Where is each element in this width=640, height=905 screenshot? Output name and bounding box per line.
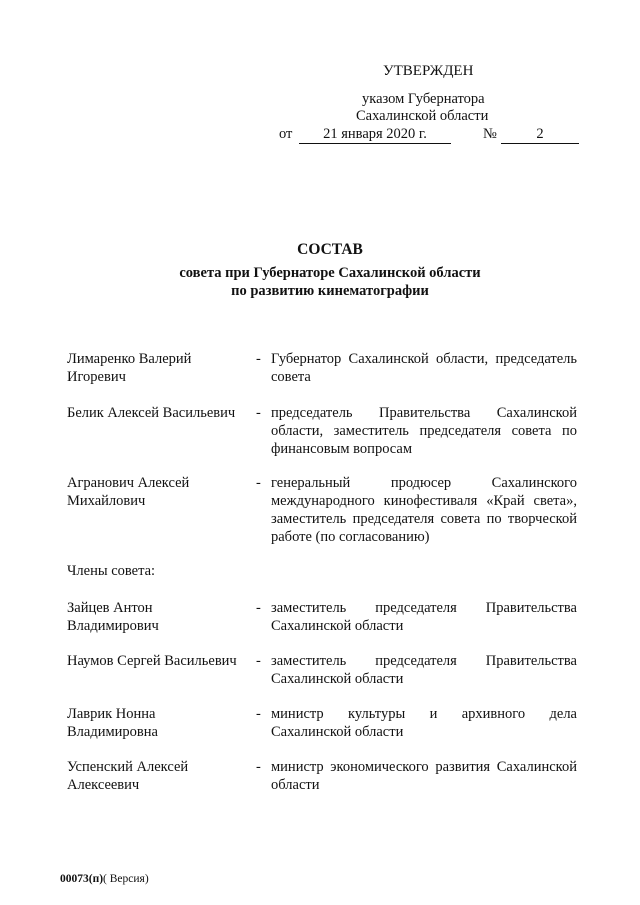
- decree-number: 2: [501, 126, 579, 144]
- member-name: Наумов Сергей Васильевич: [67, 653, 237, 669]
- member-dash: -: [256, 759, 261, 775]
- footer-code: [60, 873, 149, 885]
- member-dash: -: [256, 475, 261, 491]
- document-subtitle-line-1: совета при Губернаторе Сахалинской области: [179, 265, 481, 281]
- member-dash: -: [256, 405, 261, 421]
- approved-heading: УТВЕРЖДЕН: [383, 63, 474, 79]
- member-name: Успенский Алексей Алексеевич: [67, 759, 189, 793]
- decree-date: 21 января 2020 г.: [299, 126, 451, 144]
- member-role: министр экономического развития Сахалинской области: [271, 759, 577, 793]
- document-code: 00073(п): [60, 873, 104, 885]
- decree-line-1: указом Губернатора: [362, 91, 485, 107]
- document-title: СОСТАВ: [297, 241, 363, 258]
- member-name: Лаврик Нонна Владимировна: [67, 706, 158, 740]
- number-label: №: [483, 126, 497, 142]
- document-subtitle-line-2: по развитию кинематографии: [231, 283, 429, 299]
- member-role: министр культуры и архивного дела Сахалинской области: [271, 706, 577, 740]
- member-name: Агранович Алексей Михайлович: [67, 475, 190, 509]
- member-name: Лимаренко Валерий Игоревич: [67, 351, 192, 385]
- member-role: заместитель председателя Правительства Сахалинской области: [271, 600, 577, 634]
- member-name: Зайцев Антон Владимирович: [67, 600, 159, 634]
- member-name: Белик Алексей Васильевич: [67, 405, 236, 421]
- member-role: заместитель председателя Правительства Сахалинской области: [271, 653, 577, 687]
- member-dash: -: [256, 706, 261, 722]
- document-version: ( Версия): [103, 873, 149, 885]
- member-role: председатель Правительства Сахалинской области, заместитель председателя совета по финансовым вопросам: [271, 405, 577, 457]
- decree-line-2: Сахалинской области: [356, 108, 489, 124]
- member-role: Губернатор Сахалинской области, председатель совета: [271, 351, 577, 385]
- member-dash: -: [256, 351, 261, 367]
- member-dash: -: [256, 600, 261, 616]
- decree-date-line: [279, 126, 579, 146]
- member-dash: -: [256, 653, 261, 669]
- date-prefix: от: [279, 126, 293, 142]
- members-label: Члены совета:: [67, 563, 156, 579]
- member-role: генеральный продюсер Сахалинского международного кинофестиваля «Край света», заместитель председателя совета по творческой работе (по согласованию): [271, 475, 577, 545]
